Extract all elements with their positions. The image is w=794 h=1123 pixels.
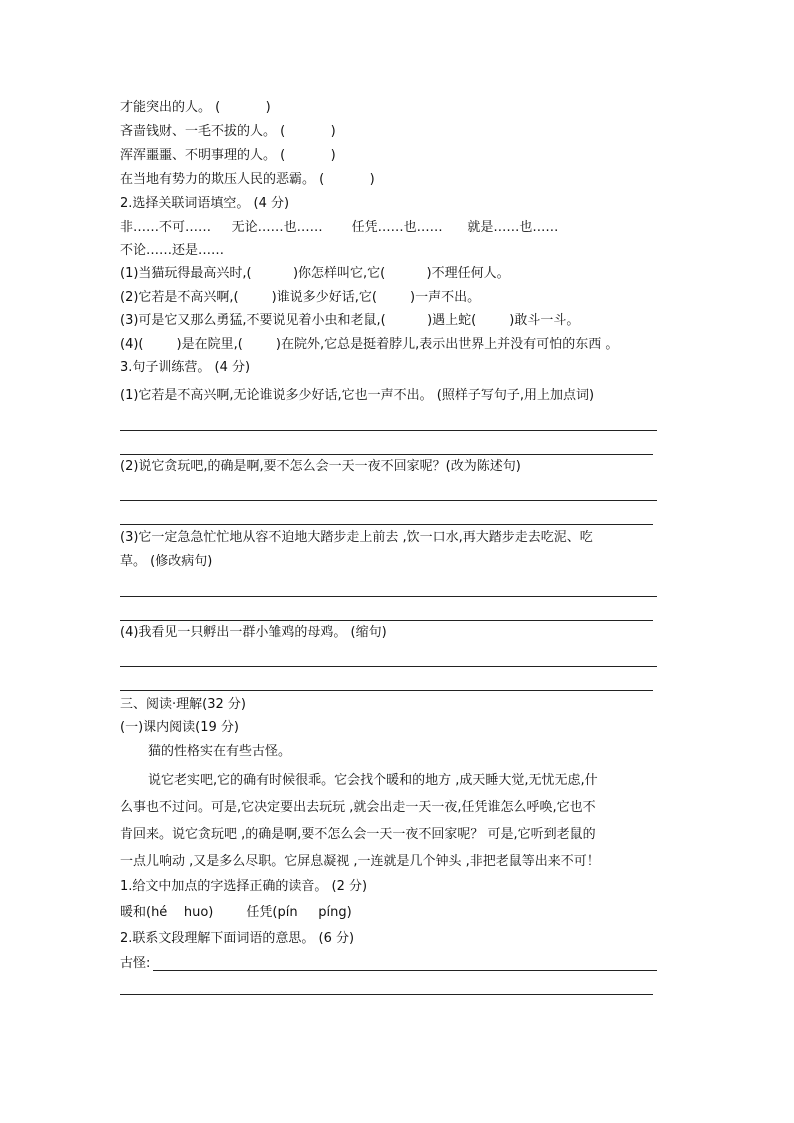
q2-sentence-2: (2)它若是不高兴啊,( )谁说多少好话,它( )一声不出。 — [120, 290, 481, 305]
answer-line[interactable] — [120, 596, 657, 597]
term-label: 古怪: — [120, 956, 151, 971]
answer-line[interactable] — [120, 454, 653, 455]
q3-sentence-2: (2)说它贪玩吧,的确是啊,要不怎么会一天一夜不回家呢？(改为陈述句) — [120, 459, 521, 474]
q3-sentence-1: (1)它若是不高兴啊,无论谁说多少好话,它也一声不出。 (照样子写句子,用上加点词) — [120, 388, 595, 403]
answer-line[interactable] — [120, 500, 657, 501]
passage-line-3: 么事也不过问。可是,它决定要出去玩玩 ,就会出走一天一夜,任凭谁怎么呼唤,它也不 — [120, 800, 596, 815]
reading-q1-options: 暖和(hé huo) 任凭(pín píng) — [120, 905, 352, 920]
answer-line[interactable] — [120, 430, 657, 431]
item-2: 吝啬钱财、一毛不拔的人。 ( ) — [120, 124, 336, 139]
item-3: 浑浑噩噩、不明事理的人。 ( ) — [120, 148, 336, 163]
item-1: 才能突出的人。 ( ) — [120, 100, 271, 115]
q2-sentence-4: (4)( )是在院里,( )在院外,它总是挺着脖儿,表示出世界上并没有可怕的东西 。 — [120, 337, 619, 352]
answer-line[interactable] — [120, 666, 657, 667]
answer-line[interactable] — [153, 970, 657, 971]
q2-options-line1: 非……不可…… 无论……也…… 任凭……也…… 就是……也…… — [120, 220, 559, 235]
answer-line[interactable] — [120, 690, 653, 691]
q2-options-line2: 不论……还是…… — [120, 243, 225, 258]
passage-line-2: 说它老实吧,它的确有时候很乖。它会找个暖和的地方 ,成天睡大觉,无忧无虑,什 — [148, 773, 598, 788]
item-4: 在当地有势力的欺压人民的恶霸。 ( ) — [120, 172, 375, 187]
answer-line[interactable] — [120, 524, 653, 525]
passage-line-1: 猫的性格实在有些古怪。 — [148, 744, 292, 759]
q2-title: 2.选择关联词语填空。 (4 分) — [120, 196, 290, 211]
reading-q1: 1.给文中加点的字选择正确的读音。 (2 分) — [120, 879, 368, 894]
q3-sentence-3b: 草。 (修改病句) — [120, 554, 213, 569]
reading-q2: 2.联系文段理解下面词语的意思。 (6 分) — [120, 931, 355, 946]
q3-sentence-4: (4)我看见一只孵出一群小雏鸡的母鸡。 (缩句) — [120, 625, 387, 640]
answer-line[interactable] — [120, 620, 653, 621]
q2-sentence-3: (3)可是它又那么勇猛,不要说见着小虫和老鼠,( )遇上蛇( )敢斗一斗。 — [120, 313, 580, 328]
passage-line-5: 一点儿响动 ,又是多么尽职。它屏息凝视 ,一连就是几个钟头 ,非把老鼠等出来不可！ — [120, 854, 600, 869]
q3-sentence-3a: (3)它一定急急忙忙地从容不迫地大踏步走上前去 ,饮一口水,再大踏步走去吃泥、吃 — [120, 530, 593, 545]
q2-sentence-1: (1)当猫玩得最高兴时,( )你怎样叫它,它( )不理任何人。 — [120, 266, 510, 281]
part3-subtitle: (一)课内阅读(19 分) — [120, 720, 239, 735]
q3-title: 3.句子训练营。 (4 分) — [120, 360, 251, 375]
passage-line-4: 肯回来。说它贪玩吧 ,的确是啊,要不怎么会一天一夜不回家呢？ 可是,它听到老鼠的 — [120, 827, 596, 842]
answer-line[interactable] — [120, 994, 653, 995]
part3-title: 三、阅读·理解(32 分) — [120, 697, 246, 712]
